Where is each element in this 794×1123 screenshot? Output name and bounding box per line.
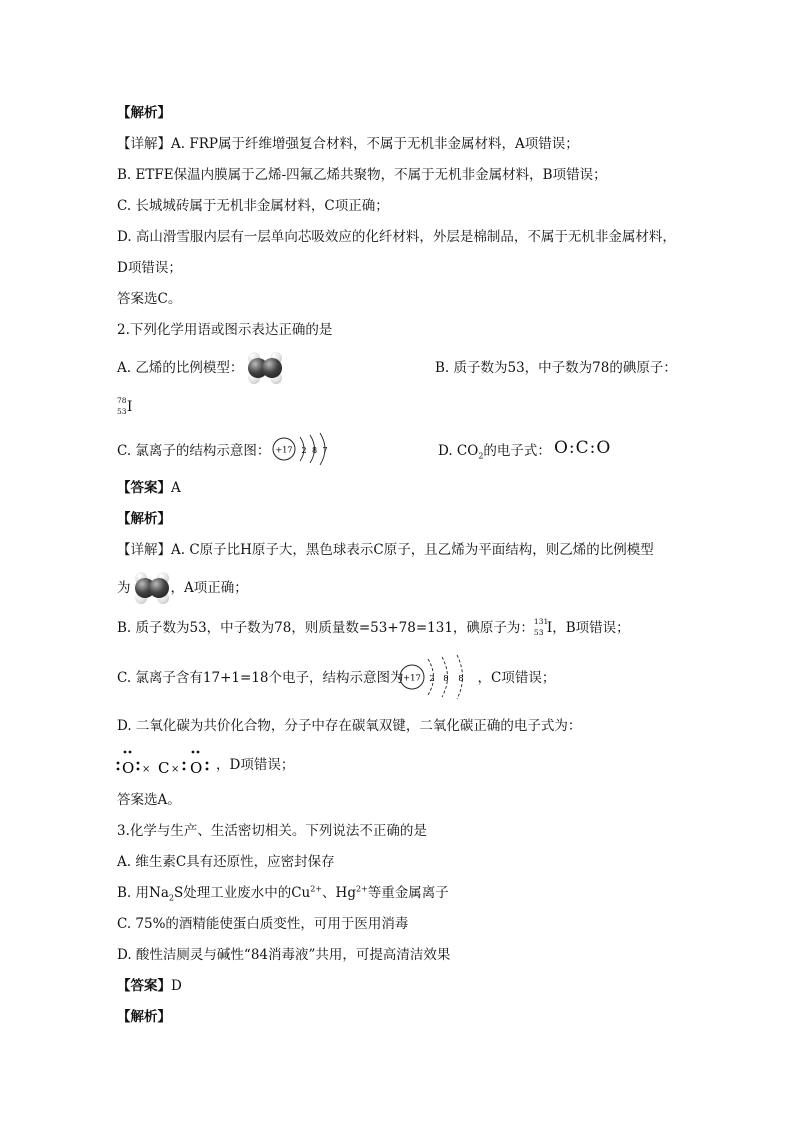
- mass-number: 78: [117, 395, 127, 405]
- option-a: [117, 358, 243, 378]
- option-d-suffix: 的电子式：: [483, 443, 551, 459]
- explanation-line: 【详解】A. FRP属于纤维增强复合材料，不属于无机非金属材料，A项错误；: [117, 136, 579, 152]
- explanation-text: ，A项正确；: [170, 580, 248, 596]
- element-symbol: I: [546, 620, 553, 636]
- section-heading-analysis: 【解析】: [117, 511, 171, 527]
- option-d: D. 酸性洁厕灵与碱性“84消毒液”共用，可提高清洁效果: [117, 947, 451, 963]
- question-stem: 2.下列化学用语或图示表达正确的是: [117, 322, 333, 338]
- option-text: 、Hg: [322, 885, 356, 901]
- section-heading-analysis: 【解析】: [117, 105, 171, 121]
- option-d: [438, 441, 551, 461]
- shell-count: 2: [429, 674, 435, 684]
- option-text: 等重金属离子: [367, 885, 449, 901]
- answer-conclusion: 答案选C。: [117, 291, 182, 307]
- subscript: 2: [168, 893, 174, 903]
- explanation-line: D. 二氧化碳为共价化合物，分子中存在碳氧双键，二氧化碳正确的电子式为：: [117, 718, 582, 734]
- section-heading-analysis: 【解析】: [117, 1009, 171, 1025]
- ethylene-model-image: [131, 570, 173, 606]
- shell-count: 7: [322, 446, 328, 455]
- svg-text:×: ×: [142, 764, 151, 775]
- option-text: B. 用Na: [117, 885, 169, 901]
- option-d-prefix: D. CO: [438, 443, 479, 459]
- option-b: B. 质子数为53，中子数为78的碘原子：: [435, 360, 677, 376]
- subscript: 2: [478, 451, 484, 461]
- option-b: [117, 883, 449, 903]
- shell-count: 8: [458, 674, 464, 684]
- explanation-line: D项错误；: [117, 260, 182, 276]
- shell-count: 8: [443, 674, 449, 684]
- answer-line: [117, 478, 181, 498]
- option-text: S处理工业废水中的Cu: [173, 885, 311, 901]
- explanation-text: C. 氯离子含有17+1=18个电子，结构示意图为: [117, 670, 404, 686]
- explanation-line: [117, 618, 630, 639]
- option-a-label: A. 乙烯的比例模型：: [117, 360, 244, 376]
- question-stem: 3.化学与生产、生活密切相关。下列说法不正确的是: [117, 823, 427, 839]
- option-b-nuclide: [117, 397, 132, 418]
- explanation-text: ，B项错误；: [552, 620, 630, 636]
- explanation-line: 【详解】A. C原子比H原子大，黑色球表示C原子，且乙烯为平面结构，则乙烯的比例模型: [117, 542, 654, 558]
- explanation-text: B. 质子数为53，中子数为78，则质量数=53+78=131，碘原子为：: [117, 620, 534, 636]
- explanation-line: D. 高山滑雪服内层有一层单向芯吸效应的化纤材料，外层是棉制品，不属于无机非金属材料，: [117, 229, 676, 245]
- carbon-atom: C: [158, 759, 170, 777]
- option-c: C. 75%的酒精能使蛋白质变性，可用于医用消毒: [117, 916, 409, 932]
- answer-tag: 【答案】: [117, 480, 171, 496]
- element-symbol: I: [127, 399, 133, 415]
- answer-line: [117, 976, 182, 996]
- atomic-number: 53: [533, 627, 544, 637]
- atomic-number: 53: [117, 406, 127, 416]
- superscript: 2+: [310, 884, 323, 894]
- explanation-text: ，C项错误；: [477, 670, 556, 686]
- chloride-structure-diagram: [270, 432, 340, 466]
- shell-count: 2: [301, 446, 307, 455]
- explanation-line: B. ETFE保温内膜属于乙烯-四氟乙烯共聚物，不属于无机非金属材料，B项错误；: [117, 167, 607, 183]
- answer-value: A: [171, 480, 181, 496]
- explanation-text: ，D项错误；: [216, 757, 295, 773]
- explanation-line: [117, 668, 555, 688]
- mass-number: 131: [533, 616, 549, 626]
- answer-tag: 【答案】: [117, 978, 171, 994]
- co2-correct-lewis-structure: [116, 746, 216, 780]
- option-c: C. 氯离子的结构示意图：: [117, 443, 271, 459]
- shell-count: 8: [311, 446, 318, 455]
- ethylene-model-image: [242, 350, 288, 386]
- oxygen-atom: O: [122, 759, 135, 777]
- oxygen-atom: O: [190, 759, 203, 777]
- chloride-structure-diagram: [399, 654, 473, 700]
- svg-text:×: ×: [171, 764, 180, 775]
- answer-conclusion: 答案选A。: [117, 792, 181, 808]
- explanation-text: 为: [117, 580, 131, 596]
- option-a: A. 维生素C具有还原性，应密封保存: [117, 854, 335, 870]
- superscript: 2+: [355, 884, 368, 894]
- co2-lewis-formula: O:C:O: [554, 438, 612, 458]
- nucleus-label: +17: [275, 445, 293, 455]
- explanation-line: C. 长城城砖属于无机非金属材料，C项正确；: [117, 198, 389, 214]
- answer-value: D: [171, 978, 182, 994]
- nucleus-label: +17: [403, 673, 421, 684]
